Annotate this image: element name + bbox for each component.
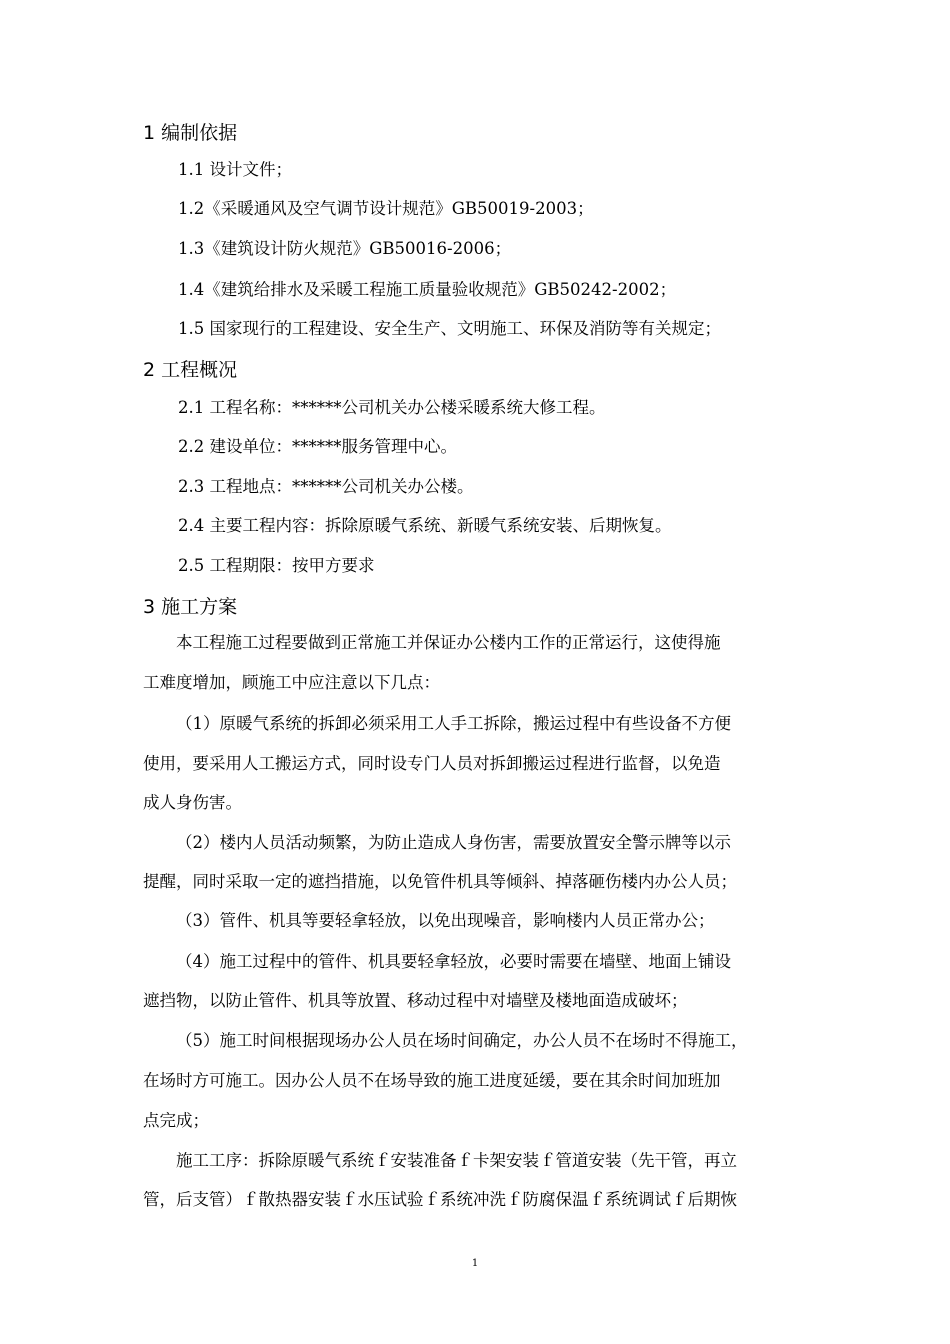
section-3-intro-line-2: 工难度增加，顾施工中应注意以下几点：	[143, 673, 440, 692]
section-2-heading: 2 工程概况	[143, 359, 238, 381]
point-4-line-2: 遮挡物，以防止管件、机具等放置、移动过程中对墙壁及楼地面造成破坏；	[143, 991, 688, 1010]
section-2-item-3: 2.3 工程地点：******公司机关办公楼。	[178, 477, 474, 496]
section-2-item-2: 2.2 建设单位：******服务管理中心。	[178, 437, 457, 456]
page-number: 1	[471, 1258, 479, 1269]
section-1-item-1: 1.1 设计文件；	[178, 160, 292, 179]
section-3-intro-line-1: 本工程施工过程要做到正常施工并保证办公楼内工作的正常运行，这使得施	[176, 633, 721, 652]
section-3-heading: 3 施工方案	[143, 596, 238, 618]
section-1-item-5: 1.5 国家现行的工程建设、安全生产、文明施工、环保及消防等有关规定；	[178, 319, 721, 338]
point-3-line-1: （3）管件、机具等要轻拿轻放，以免出现噪音，影响楼内人员正常办公；	[176, 911, 715, 930]
point-1-line-2: 使用，要采用人工搬运方式，同时设专门人员对拆卸搬运过程进行监督，以免造	[143, 754, 721, 773]
point-1-line-1: （1）原暖气系统的拆卸必须采用工人手工拆除，搬运过程中有些设备不方便	[176, 714, 731, 733]
point-5-line-1: （5）施工时间根据现场办公人员在场时间确定，办公人员不在场时不得施工，	[176, 1031, 748, 1050]
point-4-line-1: （4）施工过程中的管件、机具要轻拿轻放，必要时需要在墙壁、地面上铺设	[176, 952, 731, 971]
section-2-item-4: 2.4 主要工程内容：拆除原暖气系统、新暖气系统安装、后期恢复。	[178, 516, 672, 535]
section-1-heading: 1 编制依据	[143, 122, 238, 144]
section-2-item-5: 2.5 工程期限：按甲方要求	[178, 556, 375, 575]
point-2-line-2: 提醒，同时采取一定的遮挡措施，以免管件机具等倾斜、掉落砸伤楼内办公人员；	[143, 872, 737, 891]
section-1-item-3: 1.3《建筑设计防火规范》GB50016-2006；	[178, 239, 512, 258]
point-5-line-3: 点完成；	[143, 1111, 209, 1130]
section-1-item-2: 1.2《采暖通风及空气调节设计规范》GB50019-2003；	[178, 199, 594, 218]
procedure-line-2: 管，后支管）ｆ散热器安装ｆ水压试验ｆ系统冲洗ｆ防腐保温ｆ系统调试ｆ后期恢	[143, 1190, 737, 1209]
point-5-line-2: 在场时方可施工。因办公人员不在场导致的施工进度延缓，要在其余时间加班加	[143, 1071, 721, 1090]
point-2-line-1: （2）楼内人员活动频繁，为防止造成人身伤害，需要放置安全警示牌等以示	[176, 833, 731, 852]
procedure-line-1: 施工工序：拆除原暖气系统ｆ安装准备ｆ卡架安装ｆ管道安装（先干管，再立	[176, 1151, 737, 1170]
section-1-item-4: 1.4《建筑给排水及采暖工程施工质量验收规范》GB50242-2002；	[178, 280, 677, 299]
section-2-item-1: 2.1 工程名称：******公司机关办公楼采暖系统大修工程。	[178, 398, 606, 417]
point-1-line-3: 成人身伤害。	[143, 793, 242, 812]
